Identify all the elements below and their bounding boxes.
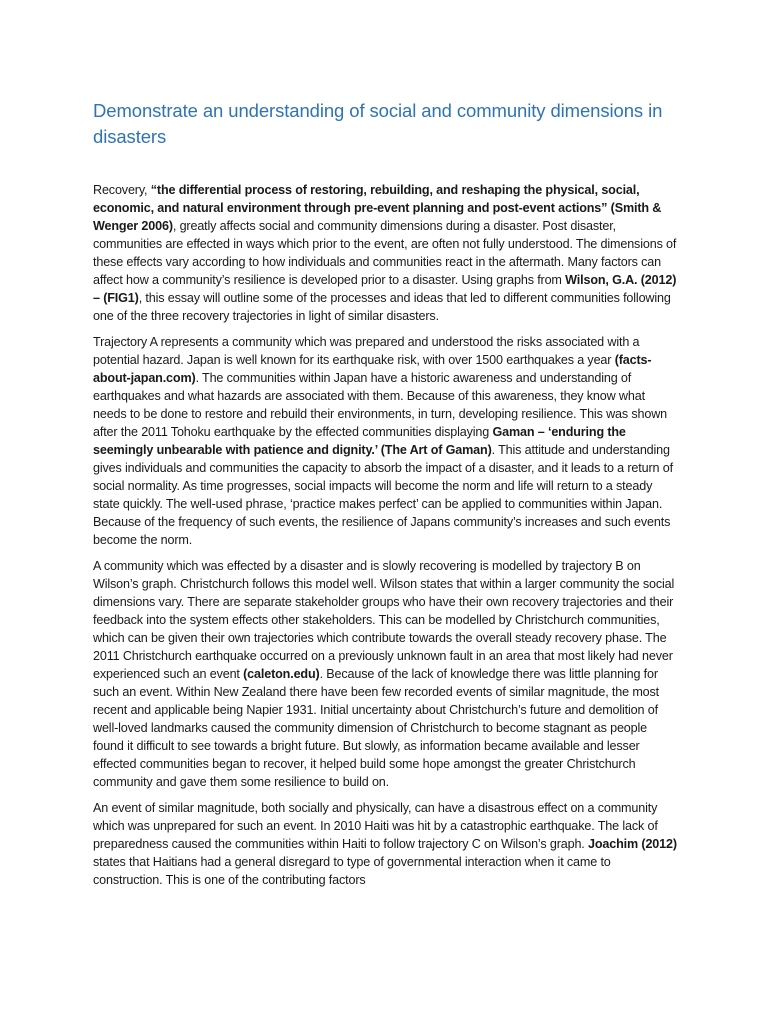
text-run: , greatly affects social and community dimensions during a disaster. Post disaster, communities are effected in ways which prior to the event, are often not fully understood. The dimensions of these effects vary according to how individuals and communities react in the aftermath. Many factors can affect how a community’s resilience is developed prior to a disaster. Using graphs from xyxy=(93,219,677,287)
text-run: . Because of the lack of knowledge there was little planning for such an event. Within New Zealand there have been few recorded events of similar magnitude, the most recent and applicable being Napier 1931. Initial uncertainty about Christchurch’s future and demolition of well-loved landmarks caused the community dimension of Christchurch to become stagnant as people found it difficult to see towards a bright future. But slowly, as information became available and lesser effected communities began to recover, it helped build some hope amongst the greater Christchurch community and gave them some resilience to build on. xyxy=(93,667,660,789)
body-paragraph xyxy=(93,181,679,325)
bold-text-run: (facts-about-japan.com) xyxy=(93,353,652,385)
bold-text-run: Gaman – ‘enduring the seemingly unbearable with patience and dignity.’ (The Art of Gaman) xyxy=(93,425,626,457)
text-run: . The communities within Japan have a historic awareness and understanding of earthquakes and what hazards are associated with them. Because of this awareness, they know what needs to be done to restore and rebuild their environments, in turn, developing resilience. This was shown after the 2011 Tohoku earthquake by the effected communities displaying xyxy=(93,371,668,439)
document-body xyxy=(93,181,679,889)
text-run: , this essay will outline some of the processes and ideas that led to different communities following one of the three recovery trajectories in light of similar disasters. xyxy=(93,291,671,323)
body-paragraph xyxy=(93,799,679,889)
text-run: . This attitude and understanding gives individuals and communities the capacity to absorb the impact of a disaster, and it leads to a return of social normality. As time progresses, social impacts will become the norm and life will return to a steady state quickly. The well-used phrase, ‘practice makes perfect’ can be applied to communities within Japan. Because of the frequency of such events, the resilience of Japans community’s increases and such events become the norm. xyxy=(93,443,673,547)
document-page xyxy=(93,98,679,897)
text-run: states that Haitians had a general disregard to type of governmental interaction when it came to construction. This is one of the contributing factors xyxy=(93,855,611,887)
body-paragraph xyxy=(93,333,679,549)
bold-text-run: “the differential process of restoring, rebuilding, and reshaping the physical, social, economic, and natural environment through pre-event planning and post-event actions” (Smith & Wenger 2006) xyxy=(93,183,662,233)
body-paragraph xyxy=(93,557,679,791)
bold-text-run: Wilson, G.A. (2012) – (FIG1) xyxy=(93,273,677,305)
text-run: An event of similar magnitude, both socially and physically, can have a disastrous effect on a community which was unprepared for such an event. In 2010 Haiti was hit by a catastrophic earthquake. The lack of preparedness caused the communities within Haiti to follow trajectory C on Wilson’s graph. xyxy=(93,801,658,851)
text-run: Recovery, xyxy=(93,183,151,197)
text-run: Trajectory A represents a community which was prepared and understood the risks associated with a potential hazard. Japan is well known for its earthquake risk, with over 1500 earthquakes a year xyxy=(93,335,640,367)
document-title: Demonstrate an understanding of social and community dimensions in disasters xyxy=(93,100,663,147)
bold-text-run: (caleton.edu) xyxy=(243,667,320,681)
bold-text-run: Joachim (2012) xyxy=(588,837,677,851)
text-run: A community which was effected by a disaster and is slowly recovering is modelled by trajectory B on Wilson’s graph. Christchurch follows this model well. Wilson states that within a larger community the social dimensions vary. There are separate stakeholder groups who have their own recovery trajectories and their feedback into the system effects other stakeholders. This can be modelled by Christchurch communities, which can be given their own trajectories which contribute towards the overall steady recovery phase. The 2011 Christchurch earthquake occurred on a previously unknown fault in an area that most likely had never experienced such an event xyxy=(93,559,675,681)
